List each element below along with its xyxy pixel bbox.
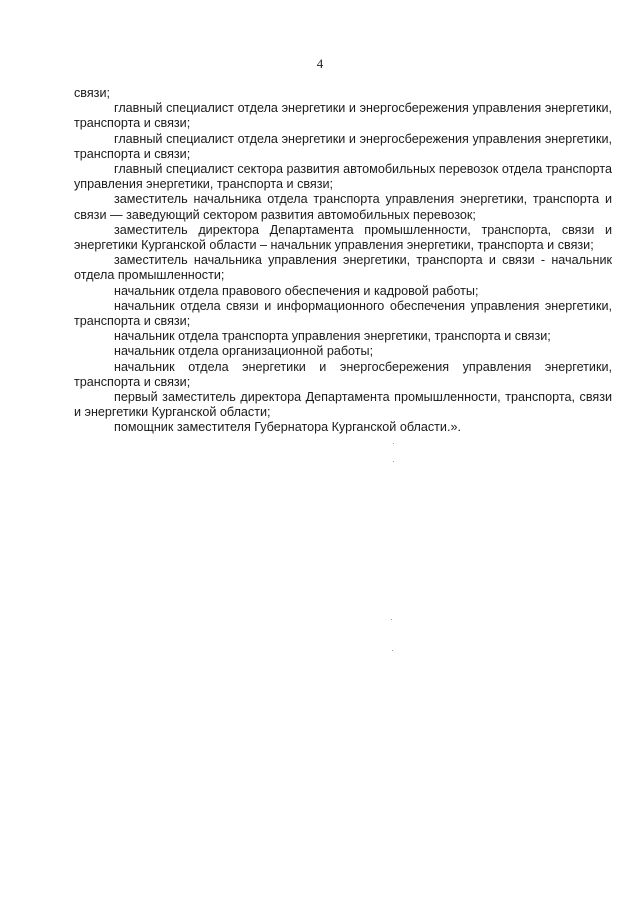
list-item: начальник отдела энергетики и энергосбережения управления энергетики, транспорта и связи;: [74, 359, 612, 389]
scan-speck: [393, 461, 394, 462]
scan-speck: [391, 619, 392, 620]
list-item: заместитель директора Департамента промышленности, транспорта, связи и энергетики Курганской области – начальник управления энергетики, транспорта и связи;: [74, 222, 612, 253]
list-item: начальник отдела связи и информационного обеспечения управления энергетики, транспорта и связи;: [74, 298, 612, 329]
list-item: главный специалист отдела энергетики и энергосбережения управления энергетики, транспорта и связи;: [74, 131, 612, 161]
list-item: главный специалист отдела энергетики и энергосбережения управления энергетики, транспорта и связи;: [74, 101, 612, 131]
scan-speck: [392, 650, 393, 651]
opening-fragment: связи;: [74, 86, 110, 100]
scan-speck: [393, 443, 394, 444]
list-item: заместитель начальника отдела транспорта управления энергетики, транспорта и связи — заведующий сектором развития автомобильных перевозок;: [74, 192, 612, 222]
list-item: начальник отдела организационной работы;: [114, 344, 374, 359]
list-item: первый заместитель директора Департамента промышленности, транспорта, связи и энергетики Курганской области;: [74, 390, 612, 420]
list-item: главный специалист сектора развития автомобильных перевозок отдела транспорта управления энергетики, транспорта и связи;: [74, 162, 612, 192]
document-body: [74, 86, 612, 436]
list-item: начальник отдела транспорта управления энергетики, транспорта и связи;: [114, 329, 551, 344]
list-item: помощник заместителя Губернатора Курганской области.».: [114, 420, 461, 435]
list-item: заместитель начальника управления энергетики, транспорта и связи - начальник отдела промышленности;: [74, 253, 612, 283]
page-number: 4: [316, 56, 324, 71]
list-item: начальник отдела правового обеспечения и кадровой работы;: [114, 283, 479, 298]
